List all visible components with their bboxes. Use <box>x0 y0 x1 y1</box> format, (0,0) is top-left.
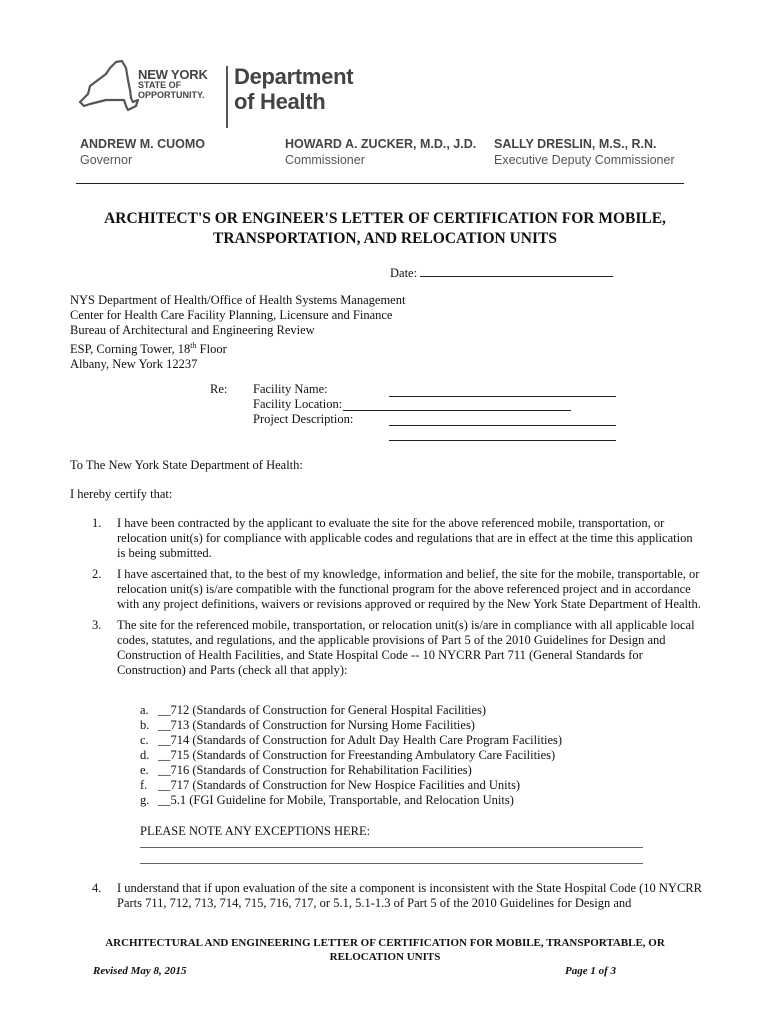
date-field <box>390 264 613 281</box>
ny-line-3: OPPORTUNITY. <box>138 90 205 100</box>
list-item[interactable] <box>140 748 562 763</box>
list-item[interactable] <box>140 778 562 793</box>
item-text: __713 (Standards of Construction for Nursing Home Facilities) <box>158 718 475 732</box>
project-description-label: Project Description: <box>253 412 354 426</box>
ny-line-2: STATE OF <box>138 80 182 90</box>
certify-statement: I hereby certify that: <box>70 487 173 501</box>
logo-divider <box>226 66 228 128</box>
list-item[interactable] <box>140 718 562 733</box>
date-input-line[interactable] <box>420 264 613 277</box>
date-label: Date: <box>390 266 418 280</box>
footer-title <box>60 936 710 964</box>
footer-title-line-2: RELOCATION UNITS <box>329 951 441 963</box>
address-line: Center for Health Care Facility Planning, Licensure and Finance <box>70 308 393 322</box>
facility-name-line[interactable] <box>389 396 616 397</box>
item-letter: a. <box>140 703 149 717</box>
footer-title-line-1: ARCHITECTURAL AND ENGINEERING LETTER OF CERTIFICATION FOR MOBILE, TRANSPORTABLE, OR <box>105 937 665 949</box>
header-rule <box>76 183 684 184</box>
dept-line-2: of Health <box>234 89 326 114</box>
applicable-parts-list <box>140 703 562 808</box>
official-name: ANDREW M. CUOMO <box>80 137 205 151</box>
dept-line-1: Department <box>234 64 354 89</box>
item-text: __717 (Standards of Construction for New Hospice Facilities and Units) <box>158 778 521 792</box>
list-item <box>92 618 704 678</box>
item-number: 4. <box>92 881 102 895</box>
page-number: Page 1 of 3 <box>565 965 617 977</box>
item-text: __715 (Standards of Construction for Freestanding Ambulatory Care Facilities) <box>158 748 556 762</box>
item-text: I have ascertained that, to the best of my knowledge, information and belief, the site for the mobile, transportable, or relocation unit(s) is/are compatible with the functional program for the above referenced project and in accordance with any project definitions, waivers or revisions approved or required by the New York State Department of Health. <box>117 567 701 611</box>
address-line: Bureau of Architectural and Engineering Review <box>70 323 315 337</box>
list-item[interactable] <box>140 763 562 778</box>
new-york-state-outline-icon <box>76 60 140 116</box>
item-text: __716 (Standards of Construction for Rehabilitation Facilities) <box>158 763 472 777</box>
official-title: Executive Deputy Commissioner <box>494 153 675 167</box>
item-text: __714 (Standards of Construction for Adult Day Health Care Program Facilities) <box>158 733 563 747</box>
nys-doh-logo <box>76 60 366 132</box>
project-description-line-2[interactable] <box>389 440 616 441</box>
recipient-address <box>70 293 405 372</box>
ny-state-wordmark <box>138 67 208 100</box>
list-item <box>92 881 704 911</box>
item-number: 2. <box>92 567 102 581</box>
document-title <box>60 209 710 249</box>
title-line-1: ARCHITECT'S OR ENGINEER'S LETTER OF CERTIFICATION FOR MOBILE, <box>104 210 666 227</box>
title-line-2: TRANSPORTATION, AND RELOCATION UNITS <box>213 230 557 247</box>
certification-list <box>92 516 704 684</box>
official-governor <box>80 136 205 168</box>
item-letter: g. <box>140 793 150 807</box>
official-title: Governor <box>80 153 133 167</box>
item-text: __5.1 (FGI Guideline for Mobile, Transportable, and Relocation Units) <box>158 793 514 807</box>
official-commissioner <box>285 136 476 168</box>
facility-location-label: Facility Location: <box>253 397 343 411</box>
item-text: __712 (Standards of Construction for General Hospital Facilities) <box>158 703 487 717</box>
item-letter: b. <box>140 718 150 732</box>
exceptions-line-1[interactable] <box>140 847 643 848</box>
salutation: To The New York State Department of Health: <box>70 458 303 472</box>
item-letter: c. <box>140 733 149 747</box>
department-wordmark <box>234 64 353 114</box>
official-name: HOWARD A. ZUCKER, M.D., J.D. <box>285 137 477 151</box>
project-description-line-1[interactable] <box>389 425 616 426</box>
address-line-4-text: ESP, Corning Tower, 18 <box>70 342 191 357</box>
address-line: Albany, New York 12237 <box>70 357 198 372</box>
address-line: NYS Department of Health/Office of Health Systems Management <box>70 293 406 307</box>
facility-location-line[interactable] <box>343 410 571 411</box>
address-line-4-suffix: Floor <box>196 342 227 357</box>
official-deputy <box>494 136 675 168</box>
re-label: Re: <box>210 382 228 396</box>
list-item <box>92 567 704 612</box>
exceptions-line-2[interactable] <box>140 863 643 864</box>
item-letter: f. <box>140 778 148 792</box>
item-text: The site for the referenced mobile, transportation, or relocation unit(s) is/are in compliance with all applicable local codes, statutes, and regulations, and the applicable provisions of Part 5 of the 2010 Guidelines for Design and Construction of Health Facilities, and State Hospital Code -- 10 NYCRR Part 711 (General Standards for Construction) and Parts (check all that apply): <box>117 618 695 677</box>
re-fields <box>253 382 353 427</box>
list-item[interactable] <box>140 793 562 808</box>
list-item <box>92 516 704 561</box>
certification-list-continued <box>92 881 704 917</box>
item-text: I understand that if upon evaluation of the site a component is inconsistent with the State Hospital Code (10 NYCRR Parts 711, 712, 713, 714, 715, 716, 717, or 5.1, 5.1-1.3 of Part 5 of the 2010 Guidelines for Design and <box>117 881 702 910</box>
list-item[interactable] <box>140 733 562 748</box>
item-number: 1. <box>92 516 102 530</box>
item-number: 3. <box>92 618 102 632</box>
address-line <box>70 338 405 357</box>
address-superscript: th <box>190 341 197 350</box>
ny-line-1: NEW YORK <box>138 67 208 82</box>
revision-date: Revised May 8, 2015 <box>93 965 187 977</box>
facility-name-label: Facility Name: <box>253 382 328 396</box>
item-letter: e. <box>140 763 149 777</box>
official-name: SALLY DRESLIN, M.S., R.N. <box>494 137 657 151</box>
item-letter: d. <box>140 748 150 762</box>
exceptions-label: PLEASE NOTE ANY EXCEPTIONS HERE: <box>140 824 371 838</box>
official-title: Commissioner <box>285 153 365 167</box>
item-text: I have been contracted by the applicant to evaluate the site for the above referenced mobile, transportation, or relocation unit(s) for compliance with applicable codes and regulations that are in effect at the time this application is being submitted. <box>117 516 693 560</box>
list-item[interactable] <box>140 703 562 718</box>
